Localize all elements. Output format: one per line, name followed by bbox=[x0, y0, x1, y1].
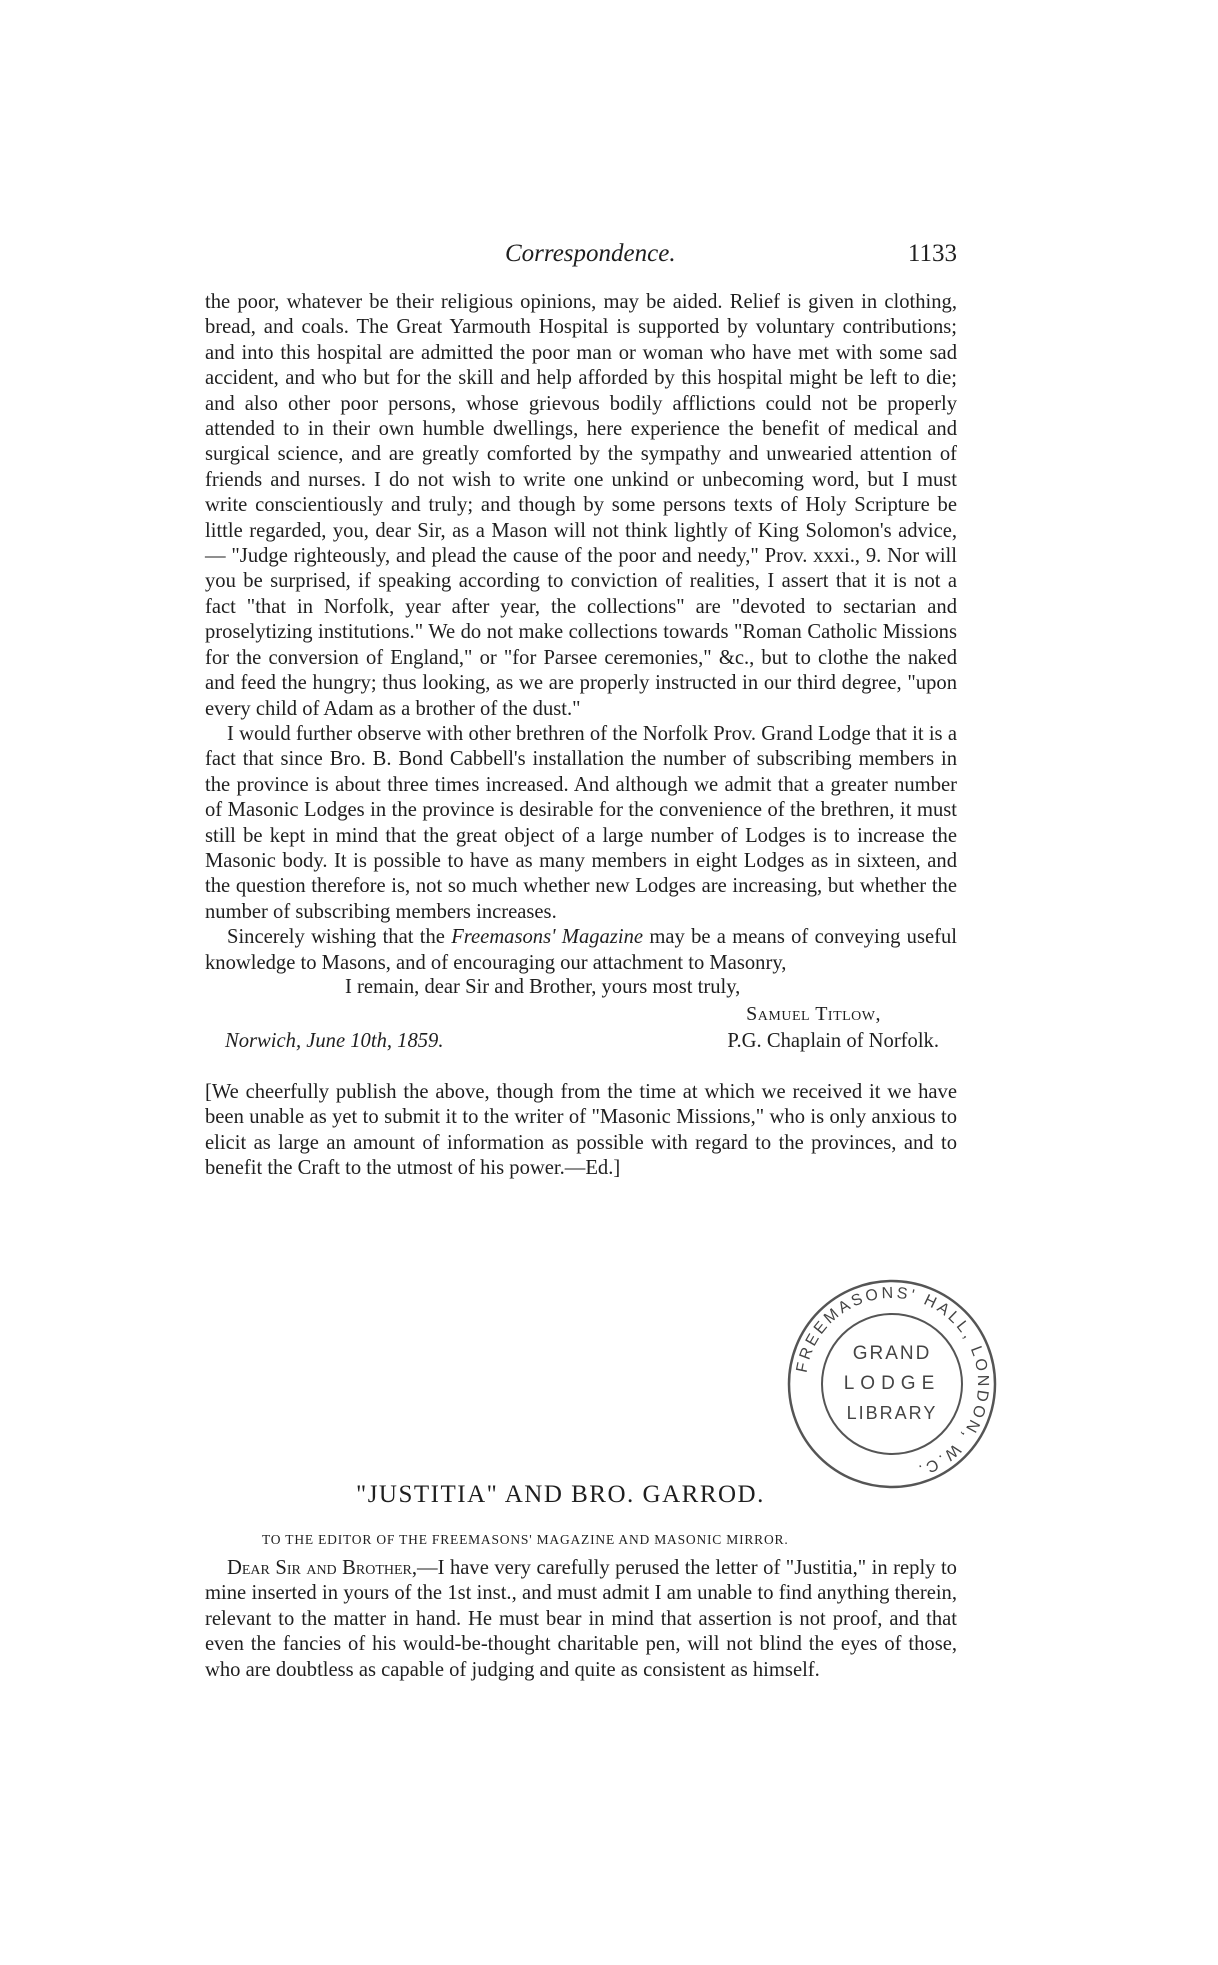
editor-note: [We cheerfully publish the above, though from the time at which we received it we have been unable as yet to submit it to the writer of "Masonic Missions," who is only anxious to elicit as large an amount of information as possible with regard to the provinces, and to benefit the Craft to the utmost of his power.—Ed.] bbox=[205, 1080, 957, 1180]
magazine-title: Freemasons' Magazine bbox=[451, 926, 644, 949]
first-letter-body bbox=[205, 290, 957, 1182]
paragraph: I would further observe with other brethren of the Norfolk Prov. Grand Lodge that it is a fact that since Bro. B. Bond Cabbell's installation the number of subscribing members in the province is about three times increased. And although we admit that a greater number of Masonic Lodges in the province is desirable for the convenience of the brethren, it must still be kept in mind that the great object of a large number of Lodges is to increase the Masonic body. It is possible to have as many members in eight Lodges as in sixteen, and the question therefore is, not so much whether new Lodges are increasing, but whether the number of subscribing members increases. bbox=[205, 722, 957, 923]
second-letter-text: —I have very carefully perused the letter of "Justitia," in reply to mine inserted in yours of the 1st inst., and must admit I am unable to find anything therein, relevant to the matter in hand. He must bear in mind that assertion is not proof, and that even the fancies of his would-be-thought charitable pen, will not blind the eyes of those, who are doubtless as capable of judging and quite as consistent as himself. bbox=[205, 1557, 957, 1681]
signature-place-row bbox=[205, 1030, 957, 1060]
valediction: I remain, dear Sir and Brother, yours most truly, bbox=[345, 975, 741, 998]
valediction-row bbox=[205, 976, 957, 1003]
article-heading: "JUSTITIA" AND BRO. GARROD. bbox=[356, 1481, 765, 1508]
library-stamp bbox=[782, 1274, 1002, 1494]
second-letter-paragraph bbox=[205, 1556, 957, 1683]
place-date: Norwich, June 10th, 1859. bbox=[225, 1029, 444, 1052]
signature-title: P.G. Chaplain of Norfolk. bbox=[727, 1029, 939, 1052]
salutation: Dear Sir and Brother, bbox=[227, 1557, 418, 1579]
stamp-outer-text: FREEMASONS' HALL, LONDON, W.C. bbox=[793, 1284, 992, 1480]
addressee-line: TO THE EDITOR OF THE FREEMASONS' MAGAZINE AND MASONIC MIRROR. bbox=[262, 1532, 789, 1547]
paragraph: the poor, whatever be their religious opinions, may be aided. Relief is given in clothing, bread, and coals. The Great Yarmouth Hospital is supported by voluntary contributions; and into this hospital are admitted the poor man or woman who have met with some sad accident, and who but for the skill and help afforded by this hospital might be left to die; and also other poor persons, whose grievous bodily afflictions could not be properly attended to in their own humble dwellings, here experience the benefit of medical and surgical science, and are greatly comforted by the sympathy and unwearied attention of friends and nurses. I do not wish to write one unkind or unbecoming word, but I must write conscientiously and truly; and though by some persons texts of Holy Scripture be little regarded, you, dear Sir, as a Mason will not think lightly of King Solomon's advice,— "Judge righteously, and plead the cause of the poor and needy," Prov. xxxi., 9. Nor will you be surprised, if speaking according to conviction of realities, I assert that it is not a fact "that in Norfolk, year after year, the collections" are "devoted to sectarian and proselytizing institutions." We do not make collections towards "Roman Catholic Missions for the conversion of England," or "for Parsee ceremonies," &c., but to clothe the naked and feed the hungry; thus looking, as we are properly instructed in our third degree, "upon every child of Adam as a brother of the dust." bbox=[205, 291, 957, 720]
running-head bbox=[205, 240, 957, 274]
signature-name: Samuel Titlow, bbox=[746, 1002, 881, 1025]
closing-paragraph bbox=[205, 925, 957, 976]
page-number: 1133 bbox=[907, 240, 957, 267]
stamp-line-grand: GRAND bbox=[852, 1343, 932, 1364]
stamp-line-lodge: LODGE bbox=[843, 1373, 941, 1394]
signature-name-row bbox=[205, 1003, 957, 1030]
stamp-line-library: LIBRARY bbox=[846, 1403, 938, 1423]
closing-text-before: Sincerely wishing that the bbox=[227, 926, 452, 949]
second-letter-body bbox=[205, 1556, 957, 1683]
running-title: Correspondence. bbox=[505, 240, 676, 267]
closing-text-after: may be a means of conveying useful knowledge to Masons, and of encouraging our attachment to Masonry, bbox=[205, 926, 957, 974]
